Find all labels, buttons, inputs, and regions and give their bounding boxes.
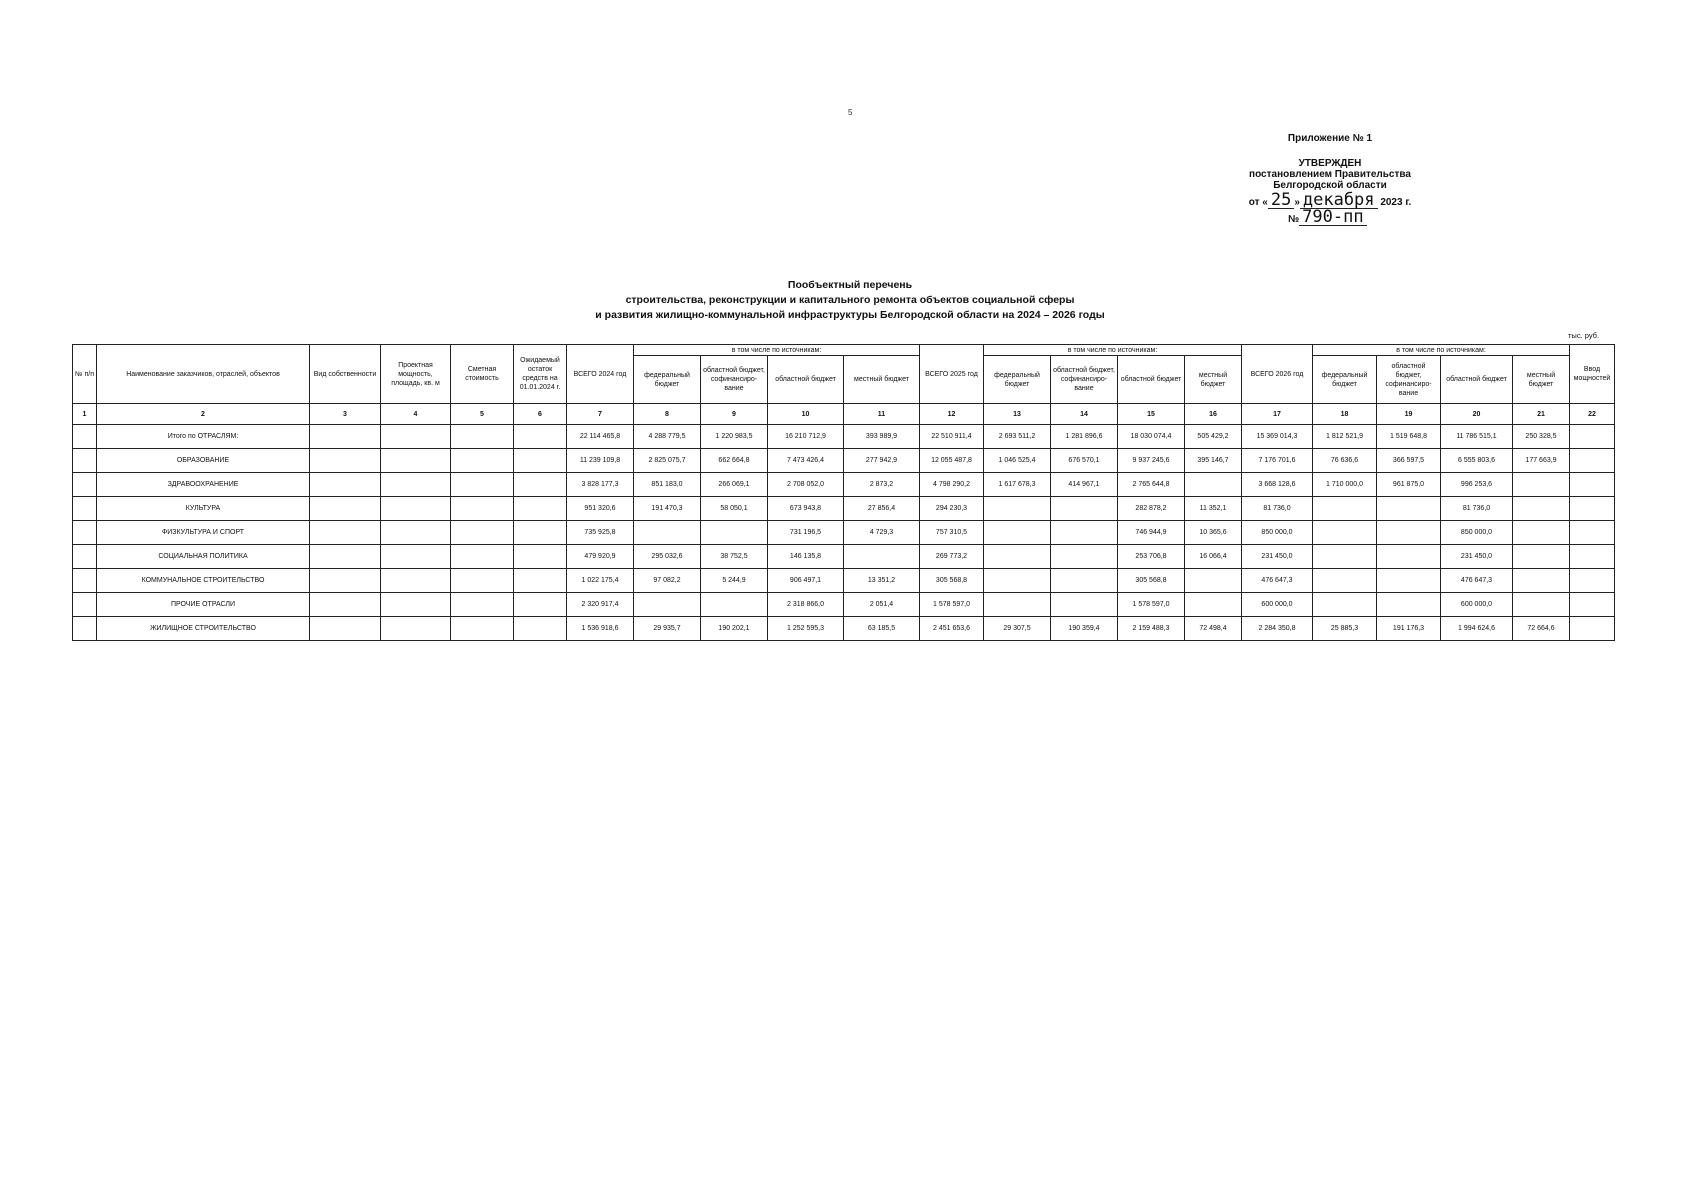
cell-value: 4 288 779,5: [634, 425, 701, 449]
approval-line-2: Белгородской области: [1273, 180, 1387, 191]
cell-value: 2 284 350,8: [1242, 617, 1313, 641]
table-body: [73, 404, 1615, 641]
cell-value: 191 176,3: [1377, 617, 1441, 641]
column-number: 2: [97, 404, 310, 425]
column-number: 14: [1051, 404, 1118, 425]
cell-value: 16 210 712,9: [768, 425, 844, 449]
cell-empty: [451, 617, 514, 641]
cell-value: 1 578 597,0: [1118, 593, 1185, 617]
cell-value: 282 878,2: [1118, 497, 1185, 521]
cell-value: 11 786 515,1: [1441, 425, 1513, 449]
header-local-2024: местный бюджет: [844, 356, 920, 404]
cell-empty: [514, 545, 567, 569]
cell-value: 851 183,0: [634, 473, 701, 497]
cell-capacity-input: [1570, 473, 1615, 497]
cell-capacity-input: [1570, 449, 1615, 473]
cell-value: 2 320 917,4: [567, 593, 634, 617]
cell-value: 2 451 653,6: [920, 617, 984, 641]
column-number: 15: [1118, 404, 1185, 425]
cell-value: [984, 593, 1051, 617]
cell-value: 294 230,3: [920, 497, 984, 521]
cell-name: ЖИЛИЩНОЕ СТРОИТЕЛЬСТВО: [97, 617, 310, 641]
handwritten-day: 25: [1268, 193, 1294, 209]
cell-value: 850 000,0: [1242, 521, 1313, 545]
number-prefix: №: [1288, 214, 1300, 225]
cell-value: [984, 569, 1051, 593]
cell-value: 2 051,4: [844, 593, 920, 617]
header-sources-2025: в том числе по источникам:: [984, 345, 1242, 356]
cell-value: 961 875,0: [1377, 473, 1441, 497]
cell-value: 366 597,5: [1377, 449, 1441, 473]
cell-value: [1377, 497, 1441, 521]
column-number: 10: [768, 404, 844, 425]
header-federal-2025: федеральный бюджет: [984, 356, 1051, 404]
cell-value: 2 765 644,8: [1118, 473, 1185, 497]
cell-empty: [381, 473, 451, 497]
column-number: 13: [984, 404, 1051, 425]
cell-value: 4 729,3: [844, 521, 920, 545]
cell-value: 2 825 075,7: [634, 449, 701, 473]
cell-value: [984, 497, 1051, 521]
cell-value: 9 937 245,6: [1118, 449, 1185, 473]
cell-empty: [451, 497, 514, 521]
cell-empty: [514, 449, 567, 473]
header-regional-2025: областной бюджет: [1118, 356, 1185, 404]
cell-empty: [310, 593, 381, 617]
cell-value: 673 943,8: [768, 497, 844, 521]
cell-empty: [451, 425, 514, 449]
cell-value: 1 281 896,6: [1051, 425, 1118, 449]
cell-value: 58 050,1: [701, 497, 768, 521]
cell-value: [1051, 569, 1118, 593]
column-number: 4: [381, 404, 451, 425]
cell-value: [1377, 593, 1441, 617]
cell-value: 5 244,9: [701, 569, 768, 593]
cell-value: 7 176 701,6: [1242, 449, 1313, 473]
page-number: 5: [848, 108, 853, 117]
cell-value: 393 989,9: [844, 425, 920, 449]
table-row: [73, 425, 1615, 449]
cell-name: КУЛЬТУРА: [97, 497, 310, 521]
cell-empty: [381, 425, 451, 449]
column-number: 5: [451, 404, 514, 425]
cell-value: 177 663,9: [1513, 449, 1570, 473]
approval-line-1: постановлением Правительства: [1249, 169, 1411, 180]
cell-value: 996 253,6: [1441, 473, 1513, 497]
header-num: № п/п: [73, 345, 97, 404]
cell-value: 735 925,8: [567, 521, 634, 545]
cell-empty: [381, 497, 451, 521]
header-capacity-input: Ввод мощностей: [1570, 345, 1615, 404]
header-regional-2024: областной бюджет: [768, 356, 844, 404]
cell-value: 11 352,1: [1185, 497, 1242, 521]
column-number: 7: [567, 404, 634, 425]
cell-value: 63 185,5: [844, 617, 920, 641]
cell-value: 476 647,3: [1242, 569, 1313, 593]
cell-value: [1313, 497, 1377, 521]
cell-value: 18 030 074,4: [1118, 425, 1185, 449]
header-ownership: Вид собственности: [310, 345, 381, 404]
cell-empty: [310, 425, 381, 449]
column-number: 22: [1570, 404, 1615, 425]
cell-empty: [310, 497, 381, 521]
cell-empty: [381, 545, 451, 569]
cell-value: 295 032,6: [634, 545, 701, 569]
cell-value: 25 885,3: [1313, 617, 1377, 641]
appendix-label: Приложение № 1: [1287, 133, 1373, 144]
date-prefix: от «: [1248, 197, 1268, 208]
cell-value: 97 082,2: [634, 569, 701, 593]
cell-value: 479 920,9: [567, 545, 634, 569]
cell-empty: [514, 521, 567, 545]
cell-value: [1313, 569, 1377, 593]
cell-value: 2 708 052,0: [768, 473, 844, 497]
table-row: [73, 521, 1615, 545]
date-year: 2023 г.: [1380, 197, 1412, 208]
title-line-1: Пообъектный перечень: [787, 279, 913, 291]
header-total-2026: ВСЕГО 2026 год: [1242, 345, 1313, 404]
cell-value: [701, 521, 768, 545]
column-number: 19: [1377, 404, 1441, 425]
cell-value: 757 310,5: [920, 521, 984, 545]
cell-value: 850 000,0: [1441, 521, 1513, 545]
cell-value: 1 519 648,8: [1377, 425, 1441, 449]
cell-num: [73, 545, 97, 569]
column-number: 18: [1313, 404, 1377, 425]
cell-name: ПРОЧИЕ ОТРАСЛИ: [97, 593, 310, 617]
cell-value: 600 000,0: [1441, 593, 1513, 617]
cell-value: [1051, 497, 1118, 521]
cell-value: 27 856,4: [844, 497, 920, 521]
cell-capacity-input: [1570, 569, 1615, 593]
cell-empty: [451, 545, 514, 569]
header-regional-cofin-2025: областной бюджет, софинансиро-вание: [1051, 356, 1118, 404]
cell-value: 1 536 918,6: [567, 617, 634, 641]
cell-value: 476 647,3: [1441, 569, 1513, 593]
header-sources-2026: в том числе по источникам:: [1313, 345, 1570, 356]
cell-empty: [381, 521, 451, 545]
cell-value: 505 429,2: [1185, 425, 1242, 449]
cell-value: 906 497,1: [768, 569, 844, 593]
cell-value: 190 359,4: [1051, 617, 1118, 641]
cell-value: [1185, 473, 1242, 497]
cell-value: 414 967,1: [1051, 473, 1118, 497]
objects-table: [72, 344, 1615, 641]
cell-empty: [310, 473, 381, 497]
column-number: 1: [73, 404, 97, 425]
cell-value: 231 450,0: [1441, 545, 1513, 569]
cell-value: 2 318 866,0: [768, 593, 844, 617]
cell-value: [1377, 521, 1441, 545]
cell-value: 38 752,5: [701, 545, 768, 569]
cell-value: 7 473 426,4: [768, 449, 844, 473]
table-row: [73, 545, 1615, 569]
cell-value: [1513, 545, 1570, 569]
cell-capacity-input: [1570, 425, 1615, 449]
cell-name: ФИЗКУЛЬТУРА И СПОРТ: [97, 521, 310, 545]
cell-empty: [514, 569, 567, 593]
cell-value: 1 617 678,3: [984, 473, 1051, 497]
table-row: [73, 449, 1615, 473]
cell-empty: [310, 449, 381, 473]
cell-empty: [381, 569, 451, 593]
cell-value: [634, 521, 701, 545]
cell-value: [1051, 545, 1118, 569]
cell-value: [1377, 545, 1441, 569]
header-sources-2024: в том числе по источникам:: [634, 345, 920, 356]
cell-value: 4 798 290,2: [920, 473, 984, 497]
cell-num: [73, 593, 97, 617]
header-total-2024: ВСЕГО 2024 год: [567, 345, 634, 404]
cell-value: [1313, 545, 1377, 569]
cell-name: КОММУНАЛЬНОЕ СТРОИТЕЛЬСТВО: [97, 569, 310, 593]
cell-value: 1 220 983,5: [701, 425, 768, 449]
cell-value: 191 470,3: [634, 497, 701, 521]
cell-value: 146 135,8: [768, 545, 844, 569]
cell-value: [1051, 521, 1118, 545]
cell-value: [844, 545, 920, 569]
cell-value: [701, 593, 768, 617]
cell-value: [984, 545, 1051, 569]
approved-label: УТВЕРЖДЕН: [1298, 158, 1362, 169]
cell-value: 600 000,0: [1242, 593, 1313, 617]
cell-value: 2 873,2: [844, 473, 920, 497]
cell-value: 3 828 177,3: [567, 473, 634, 497]
cell-value: 951 320,6: [567, 497, 634, 521]
cell-empty: [381, 449, 451, 473]
column-number: 9: [701, 404, 768, 425]
cell-value: [1051, 593, 1118, 617]
cell-capacity-input: [1570, 521, 1615, 545]
cell-value: 1 710 000,0: [1313, 473, 1377, 497]
cell-empty: [514, 473, 567, 497]
header-name: Наименование заказчиков, отраслей, объектов: [97, 345, 310, 404]
cell-empty: [310, 521, 381, 545]
cell-name: СОЦИАЛЬНАЯ ПОЛИТИКА: [97, 545, 310, 569]
cell-empty: [451, 593, 514, 617]
header-capacity: Проектная мощность, площадь, кв. м: [381, 345, 451, 404]
cell-empty: [514, 497, 567, 521]
cell-value: 15 369 014,3: [1242, 425, 1313, 449]
cell-capacity-input: [1570, 617, 1615, 641]
table-row: [73, 617, 1615, 641]
cell-value: [1513, 569, 1570, 593]
cell-value: 72 498,4: [1185, 617, 1242, 641]
cell-value: [1513, 473, 1570, 497]
handwritten-month: декабря: [1300, 193, 1378, 209]
header-local-2026: местный бюджет: [1513, 356, 1570, 404]
table-row: [73, 497, 1615, 521]
column-number: 3: [310, 404, 381, 425]
cell-value: [1513, 497, 1570, 521]
cell-value: 231 450,0: [1242, 545, 1313, 569]
cell-value: 22 510 911,4: [920, 425, 984, 449]
header-regional-cofin-2024: областной бюджет, софинансиро-вание: [701, 356, 768, 404]
cell-name: ОБРАЗОВАНИЕ: [97, 449, 310, 473]
cell-value: [1513, 593, 1570, 617]
header-remainder: Ожидаемый остаток средств на 01.01.2024 г.: [514, 345, 567, 404]
cell-value: 277 942,9: [844, 449, 920, 473]
column-number: 11: [844, 404, 920, 425]
cell-empty: [514, 617, 567, 641]
cell-empty: [381, 617, 451, 641]
cell-empty: [310, 545, 381, 569]
header-regional-2026: областной бюджет: [1441, 356, 1513, 404]
cell-empty: [451, 569, 514, 593]
cell-value: 1 252 595,3: [768, 617, 844, 641]
cell-value: 16 066,4: [1185, 545, 1242, 569]
header-regional-cofin-2026: областной бюджет, софинансиро-вание: [1377, 356, 1441, 404]
column-number-row: [73, 404, 1615, 425]
cell-value: [1185, 569, 1242, 593]
cell-value: 22 114 465,8: [567, 425, 634, 449]
cell-value: 13 351,2: [844, 569, 920, 593]
approval-number-line: [1240, 207, 1420, 227]
cell-value: [1377, 569, 1441, 593]
cell-value: [1513, 521, 1570, 545]
cell-value: 76 636,6: [1313, 449, 1377, 473]
cell-value: 81 736,0: [1441, 497, 1513, 521]
cell-value: 1 994 624,6: [1441, 617, 1513, 641]
cell-value: 3 668 128,6: [1242, 473, 1313, 497]
header-federal-2026: федеральный бюджет: [1313, 356, 1377, 404]
cell-num: [73, 617, 97, 641]
cell-value: 1 578 597,0: [920, 593, 984, 617]
cell-empty: [310, 569, 381, 593]
header-federal-2024: федеральный бюджет: [634, 356, 701, 404]
cell-num: [73, 521, 97, 545]
header-local-2025: местный бюджет: [1185, 356, 1242, 404]
unit-label: тыс. руб.: [1568, 331, 1600, 340]
cell-empty: [514, 593, 567, 617]
document-title: [560, 278, 1140, 323]
cell-empty: [451, 449, 514, 473]
cell-num: [73, 497, 97, 521]
cell-num: [73, 449, 97, 473]
table-row: [73, 593, 1615, 617]
cell-value: 305 568,8: [1118, 569, 1185, 593]
cell-empty: [310, 617, 381, 641]
cell-value: 250 328,5: [1513, 425, 1570, 449]
cell-value: 266 069,1: [701, 473, 768, 497]
approval-stamp: [1240, 133, 1420, 226]
cell-capacity-input: [1570, 545, 1615, 569]
cell-empty: [451, 473, 514, 497]
cell-value: 81 736,0: [1242, 497, 1313, 521]
cell-value: 269 773,2: [920, 545, 984, 569]
cell-value: 2 159 488,3: [1118, 617, 1185, 641]
column-number: 17: [1242, 404, 1313, 425]
cell-capacity-input: [1570, 593, 1615, 617]
cell-value: [634, 593, 701, 617]
cell-value: 395 146,7: [1185, 449, 1242, 473]
cell-value: [1313, 593, 1377, 617]
cell-value: 10 365,6: [1185, 521, 1242, 545]
table-row: [73, 473, 1615, 497]
cell-value: [984, 521, 1051, 545]
cell-value: 746 944,9: [1118, 521, 1185, 545]
title-line-2: строительства, реконструкции и капитального ремонта объектов социальной сферы: [625, 294, 1075, 306]
column-number: 6: [514, 404, 567, 425]
cell-name: Итого по ОТРАСЛЯМ:: [97, 425, 310, 449]
cell-value: 1 812 521,9: [1313, 425, 1377, 449]
handwritten-number: 790-пп: [1299, 210, 1366, 226]
cell-value: 11 239 109,8: [567, 449, 634, 473]
cell-value: 29 307,5: [984, 617, 1051, 641]
cell-num: [73, 473, 97, 497]
table-row: [73, 569, 1615, 593]
cell-num: [73, 425, 97, 449]
date-day-suffix: »: [1294, 197, 1300, 208]
cell-value: 662 664,8: [701, 449, 768, 473]
column-number: 16: [1185, 404, 1242, 425]
cell-value: 1 046 525,4: [984, 449, 1051, 473]
cell-value: 731 196,5: [768, 521, 844, 545]
cell-empty: [381, 593, 451, 617]
column-number: 8: [634, 404, 701, 425]
cell-empty: [514, 425, 567, 449]
cell-value: 2 693 511,2: [984, 425, 1051, 449]
cell-name: ЗДРАВООХРАНЕНИЕ: [97, 473, 310, 497]
title-line-3: и развития жилищно-коммунальной инфраструктуры Белгородской области на 2024 – 2026 годы: [595, 309, 1105, 321]
column-number: 20: [1441, 404, 1513, 425]
cell-capacity-input: [1570, 497, 1615, 521]
header-estimate: Сметная стоимость: [451, 345, 514, 404]
cell-num: [73, 569, 97, 593]
cell-value: [1313, 521, 1377, 545]
cell-value: [1185, 593, 1242, 617]
cell-value: 72 664,6: [1513, 617, 1570, 641]
cell-value: 190 202,1: [701, 617, 768, 641]
column-number: 12: [920, 404, 984, 425]
cell-value: 305 568,8: [920, 569, 984, 593]
cell-value: 676 570,1: [1051, 449, 1118, 473]
cell-empty: [451, 521, 514, 545]
cell-value: 12 055 487,8: [920, 449, 984, 473]
header-total-2025: ВСЕГО 2025 год: [920, 345, 984, 404]
cell-value: 253 706,8: [1118, 545, 1185, 569]
column-number: 21: [1513, 404, 1570, 425]
cell-value: 6 555 803,6: [1441, 449, 1513, 473]
cell-value: 1 022 175,4: [567, 569, 634, 593]
cell-value: 29 935,7: [634, 617, 701, 641]
